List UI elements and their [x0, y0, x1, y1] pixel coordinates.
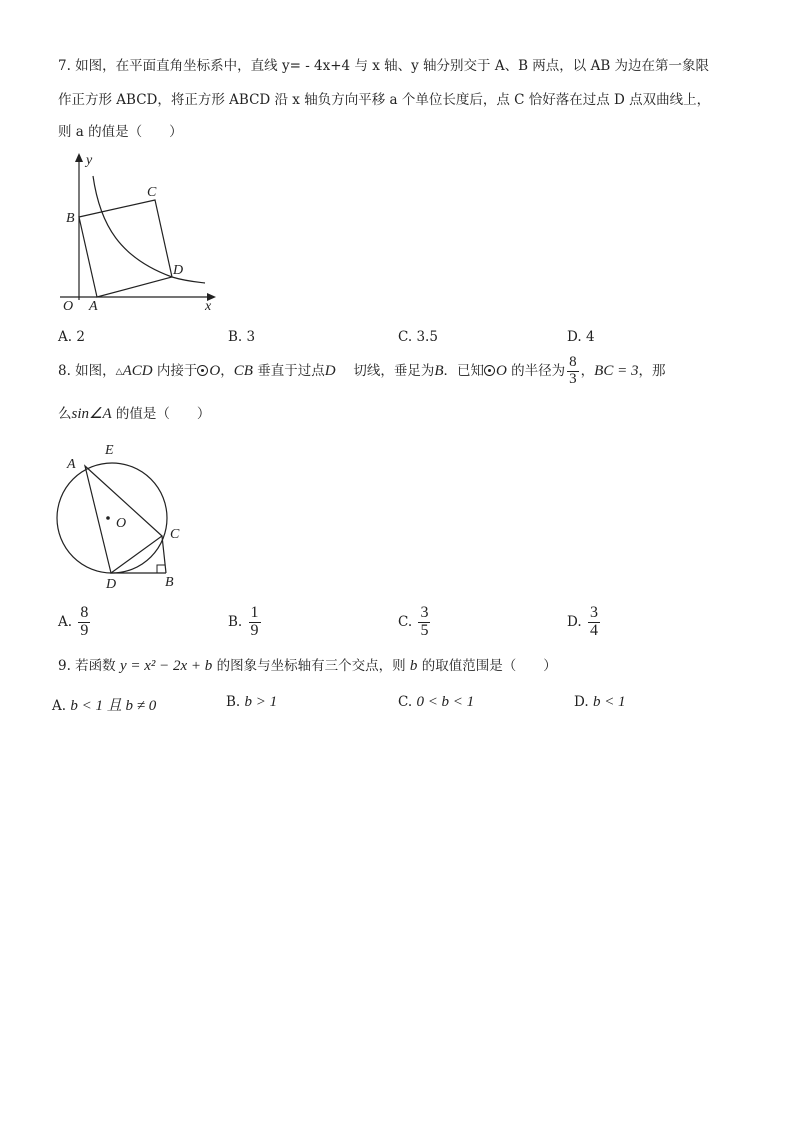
q8-sep-2: ，	[580, 362, 595, 379]
q8-option-c[interactable]	[398, 605, 432, 640]
triangle-symbol: △	[115, 366, 123, 377]
q7-option-c-letter: C.	[398, 329, 413, 345]
q8-segment-cb: CB	[233, 362, 253, 379]
q8-radius-fraction	[567, 355, 579, 388]
q8-circle	[57, 463, 167, 573]
q8-line2-prefix: 么	[58, 406, 72, 422]
q8-radius-den: 3	[569, 370, 577, 387]
q8-text-start: 8. 如图，	[58, 362, 116, 379]
q8-circle-o-2: O	[496, 362, 507, 379]
q8-circle-o: O	[209, 362, 221, 379]
q7-option-a-letter: A.	[58, 329, 73, 345]
q8-sin-expression: sin∠A	[71, 406, 112, 422]
q8-sep-1: ，	[220, 362, 234, 379]
q8-text-line-1	[58, 355, 665, 388]
q9-option-d-letter: D.	[574, 694, 589, 710]
q7-label-b: B	[66, 211, 75, 226]
q8-radius-num: 8	[569, 354, 577, 370]
q8-text-radius: 的半径为	[506, 362, 566, 379]
q9-option-a[interactable]	[52, 694, 156, 715]
q7-option-c-value: 3.5	[416, 329, 438, 345]
q8-option-b-den: 9	[250, 621, 259, 639]
q7-label-c: C	[147, 185, 157, 200]
q7-label-y: y	[86, 153, 93, 168]
q7-y-axis-arrow	[75, 153, 83, 162]
q7-figure	[55, 150, 225, 315]
q8-option-c-den: 5	[420, 621, 429, 639]
q9-option-c-value: 0 < b < 1	[416, 694, 475, 710]
q8-label-b: B	[165, 575, 174, 590]
q8-point-b: B	[434, 362, 444, 379]
q8-option-d-den: 4	[589, 621, 598, 639]
q8-option-a-den: 9	[80, 621, 89, 639]
q9-option-b-value: b > 1	[244, 694, 278, 710]
q7-option-a[interactable]	[58, 329, 85, 345]
q8-text-line-2	[58, 402, 210, 423]
circle-dot-symbol	[484, 365, 495, 376]
q8-option-a[interactable]	[58, 605, 92, 640]
q8-option-c-letter: C.	[398, 613, 413, 630]
q7-text-line-2: 作正方形 ABCD，将正方形 ABCD 沿 x 轴负方向平移 a 个单位长度后，点 C 恰好落在过点 D 点双曲线上，	[58, 92, 711, 108]
q7-label-x: x	[205, 299, 212, 314]
q9-text-end: 的取值范围是（ ）	[417, 658, 557, 674]
q7-label-o: O	[63, 299, 74, 314]
q8-text-tangent: 切线，垂足为	[335, 362, 435, 379]
q7-option-d-value: 4	[585, 329, 595, 345]
q8-option-d-fraction	[588, 605, 600, 640]
q9-text-start: 9. 若函数	[58, 658, 120, 674]
q7-label-d: D	[173, 263, 184, 278]
q9-text	[58, 654, 557, 675]
q9-option-b[interactable]	[226, 694, 277, 711]
q7-option-c[interactable]	[398, 329, 438, 345]
q8-label-o: O	[116, 516, 127, 531]
q8-option-d-letter: D.	[567, 613, 582, 630]
q9-option-b-letter: B.	[226, 694, 241, 710]
q8-text-known: ．已知	[443, 362, 485, 379]
q7-option-b-letter: B.	[228, 329, 243, 345]
q8-text-perp: 垂直于过点	[252, 362, 325, 379]
q8-label-a: A	[67, 457, 76, 472]
q8-right-angle-mark	[157, 565, 165, 573]
q8-center-dot	[106, 516, 110, 520]
q8-option-b[interactable]	[228, 605, 263, 640]
q8-bc-equation: BC = 3	[594, 362, 639, 379]
q9-option-a-letter: A.	[52, 698, 67, 714]
q7-option-a-value: 2	[76, 329, 85, 345]
q8-option-c-fraction	[418, 605, 430, 640]
q7-option-b[interactable]	[228, 329, 255, 345]
q8-triangle-acd: ACD	[122, 362, 153, 379]
q8-label-c: C	[170, 527, 180, 542]
q8-option-b-fraction	[249, 605, 261, 640]
q7-text-line-1: 7. 如图，在平面直角坐标系中，直线 y= - 4x+4 与 x 轴、y 轴分别交于 A、B 两点，以 AB 为边在第一象限	[58, 58, 710, 74]
q8-figure	[50, 438, 200, 590]
q9-option-a-value: b < 1 且 b ≠ 0	[70, 698, 157, 714]
q8-line2-suffix: 的值是（ ）	[111, 406, 211, 422]
q7-option-d-letter: D.	[567, 329, 582, 345]
q8-label-e: E	[105, 443, 114, 458]
q8-option-b-num: 1	[250, 604, 259, 621]
q8-label-d: D	[106, 577, 117, 590]
q8-point-d: D	[324, 362, 336, 379]
q9-text-mid: 的图象与坐标轴有三个交点，则	[212, 658, 410, 674]
q8-text-inscribed: 内接于	[152, 362, 198, 379]
q8-option-a-fraction	[78, 605, 90, 640]
circle-dot-symbol	[197, 365, 208, 376]
q7-option-d[interactable]	[567, 329, 595, 345]
q8-option-d[interactable]	[567, 605, 602, 640]
q9-option-c[interactable]	[398, 694, 474, 711]
q7-option-b-value: 3	[246, 329, 256, 345]
q8-option-d-num: 3	[589, 604, 598, 621]
q9-option-d-value: b < 1	[592, 694, 626, 710]
q8-option-a-letter: A.	[58, 613, 73, 630]
q9-variable-b: b	[409, 658, 418, 674]
q8-option-b-letter: B.	[228, 613, 243, 630]
q9-function: y = x² − 2x + b	[119, 658, 213, 674]
q9-option-c-letter: C.	[398, 694, 413, 710]
q9-option-d[interactable]	[574, 694, 626, 711]
q8-text-then: ，那	[638, 362, 666, 379]
q7-text-line-3: 则 a 的值是（ ）	[58, 124, 183, 140]
q8-option-a-num: 8	[80, 604, 89, 621]
q7-label-a: A	[89, 299, 98, 314]
q8-segment-cb-line	[162, 536, 166, 573]
q8-option-c-num: 3	[420, 604, 429, 621]
